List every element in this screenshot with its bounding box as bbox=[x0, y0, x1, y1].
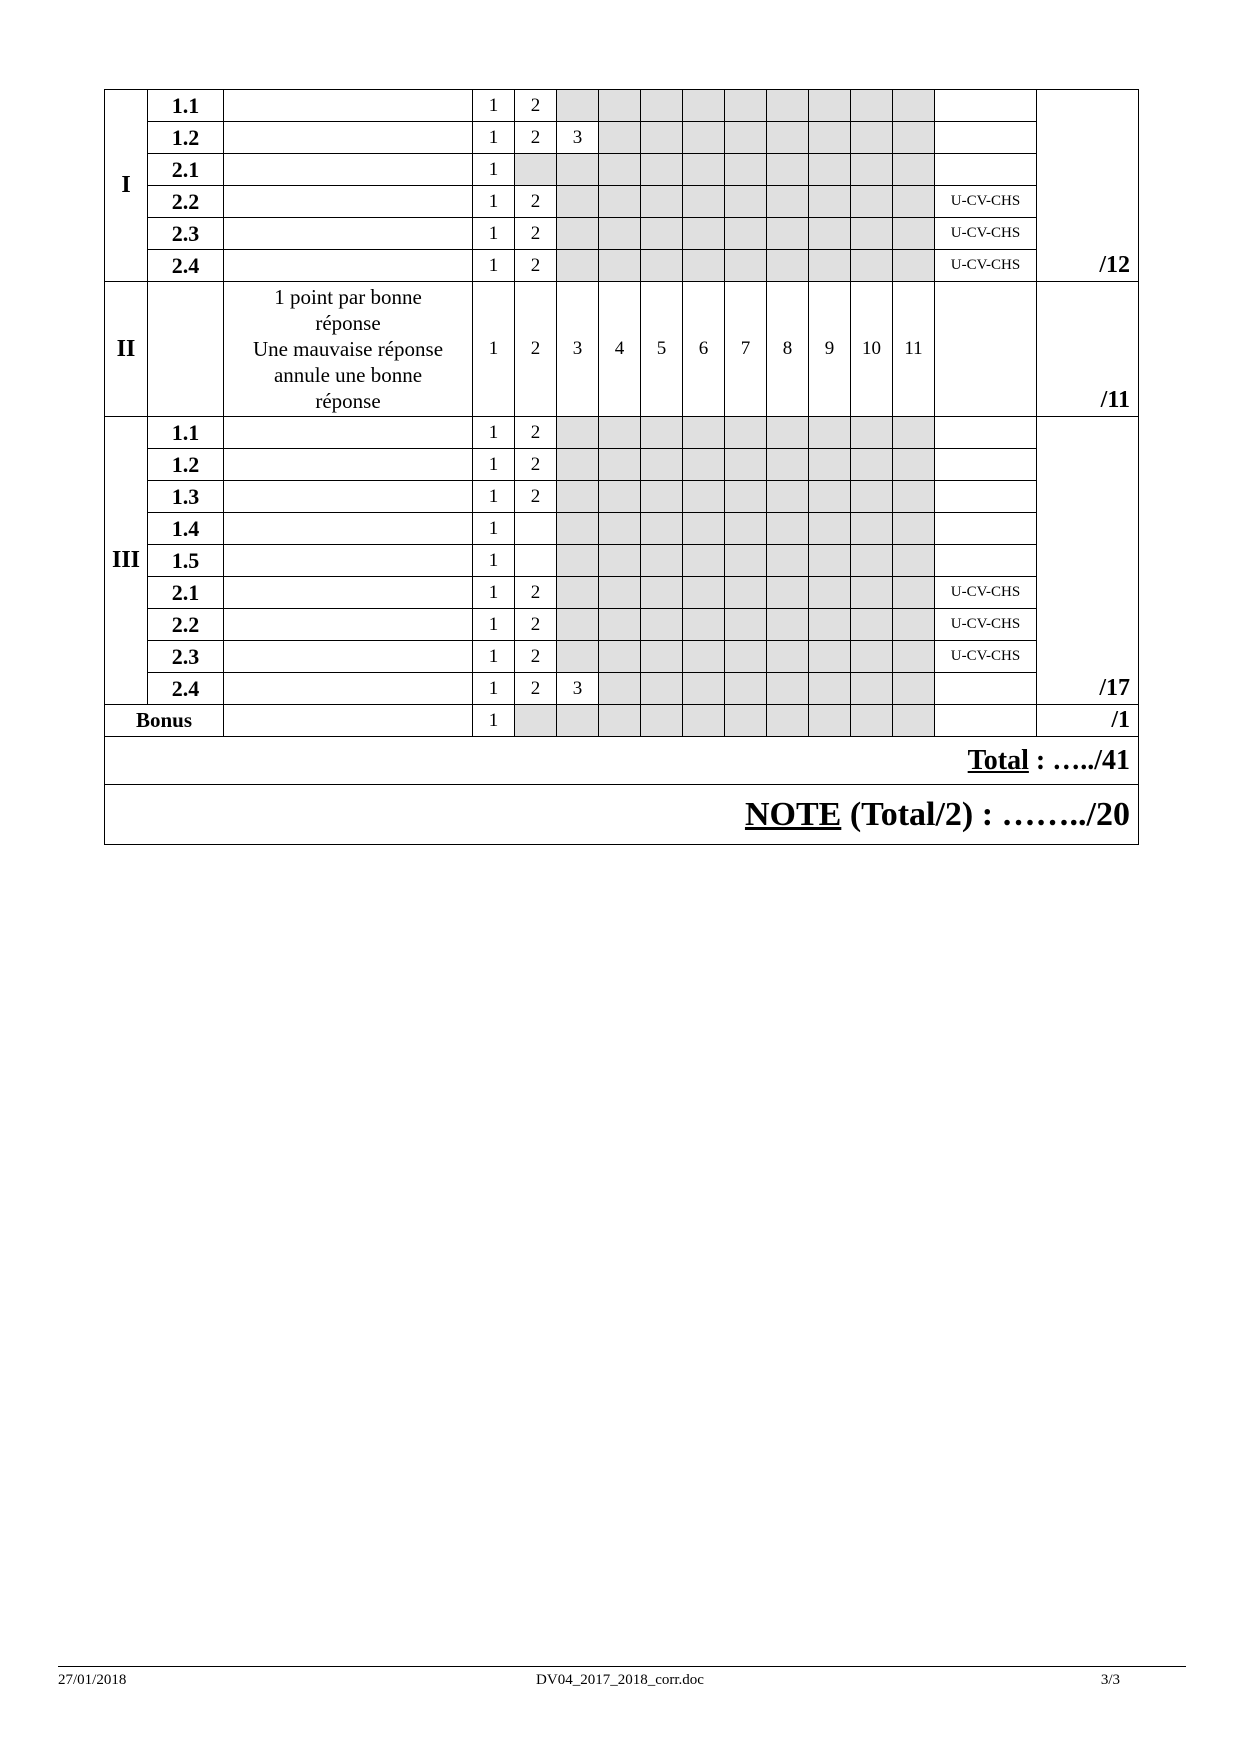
shaded-cell bbox=[809, 577, 851, 609]
question-number: 2.2 bbox=[148, 186, 224, 218]
table-row bbox=[105, 481, 1139, 513]
question-number: 1.2 bbox=[148, 449, 224, 481]
shaded-cell bbox=[725, 641, 767, 673]
shaded-cell bbox=[893, 545, 935, 577]
shaded-cell bbox=[809, 641, 851, 673]
shaded-cell bbox=[809, 673, 851, 705]
scoring-note-line: 1 point par bonne bbox=[274, 285, 422, 309]
shaded-cell bbox=[641, 641, 683, 673]
point-cell: 1 bbox=[473, 609, 515, 641]
shaded-cell bbox=[767, 641, 809, 673]
shaded-cell bbox=[683, 122, 725, 154]
footer-divider bbox=[58, 1666, 1186, 1667]
shaded-cell bbox=[767, 90, 809, 122]
point-cell: 2 bbox=[515, 481, 557, 513]
code-cell: U-CV-CHS bbox=[935, 186, 1037, 218]
shaded-cell bbox=[557, 218, 599, 250]
shaded-cell bbox=[599, 417, 641, 449]
shaded-cell bbox=[599, 186, 641, 218]
shaded-cell bbox=[683, 449, 725, 481]
shaded-cell bbox=[725, 609, 767, 641]
point-cell: 2 bbox=[515, 609, 557, 641]
shaded-cell bbox=[851, 577, 893, 609]
point-cell: 2 bbox=[515, 417, 557, 449]
point-cell: 10 bbox=[851, 282, 893, 417]
shaded-cell bbox=[893, 641, 935, 673]
point-cell: 2 bbox=[515, 186, 557, 218]
shaded-cell bbox=[683, 218, 725, 250]
table-row bbox=[105, 673, 1139, 705]
point-cell: 11 bbox=[893, 282, 935, 417]
shaded-cell bbox=[599, 122, 641, 154]
shaded-cell bbox=[725, 545, 767, 577]
table-row bbox=[105, 90, 1139, 122]
point-cell: 5 bbox=[641, 282, 683, 417]
note-cell bbox=[224, 122, 473, 154]
shaded-cell bbox=[557, 90, 599, 122]
note-cell bbox=[224, 90, 473, 122]
code-cell: U-CV-CHS bbox=[935, 609, 1037, 641]
question-number: 2.4 bbox=[148, 673, 224, 705]
code-cell: U-CV-CHS bbox=[935, 218, 1037, 250]
code-cell bbox=[935, 449, 1037, 481]
point-cell: 8 bbox=[767, 282, 809, 417]
grading-table bbox=[104, 89, 1139, 845]
code-cell bbox=[935, 417, 1037, 449]
point-cell: 1 bbox=[473, 545, 515, 577]
part-label: I bbox=[105, 90, 148, 282]
note-cell bbox=[224, 513, 473, 545]
point-cell: 7 bbox=[725, 282, 767, 417]
note-cell bbox=[224, 154, 473, 186]
shaded-cell bbox=[725, 673, 767, 705]
question-number: 1.2 bbox=[148, 122, 224, 154]
point-cell: 1 bbox=[473, 513, 515, 545]
note-cell bbox=[224, 481, 473, 513]
shaded-cell bbox=[725, 90, 767, 122]
footer-page-number: 3/3 bbox=[1100, 1672, 1120, 1688]
shaded-cell bbox=[557, 481, 599, 513]
bonus-score: /1 bbox=[1037, 705, 1139, 737]
point-cell: 1 bbox=[473, 250, 515, 282]
shaded-cell bbox=[641, 705, 683, 737]
table-row bbox=[105, 122, 1139, 154]
shaded-cell bbox=[893, 218, 935, 250]
shaded-cell bbox=[893, 449, 935, 481]
shaded-cell bbox=[893, 186, 935, 218]
point-cell: 3 bbox=[557, 282, 599, 417]
shaded-cell bbox=[557, 641, 599, 673]
shaded-cell bbox=[683, 481, 725, 513]
part-score: /12 bbox=[1037, 90, 1139, 282]
question-number: 2.2 bbox=[148, 609, 224, 641]
point-cell bbox=[515, 513, 557, 545]
shaded-cell bbox=[641, 154, 683, 186]
shaded-cell bbox=[599, 545, 641, 577]
shaded-cell bbox=[767, 449, 809, 481]
scoring-note-line: réponse bbox=[315, 311, 381, 335]
shaded-cell bbox=[557, 705, 599, 737]
shaded-cell bbox=[641, 90, 683, 122]
shaded-cell bbox=[683, 641, 725, 673]
shaded-cell bbox=[851, 449, 893, 481]
code-cell bbox=[935, 481, 1037, 513]
point-cell: 1 bbox=[473, 449, 515, 481]
table-row bbox=[105, 154, 1139, 186]
shaded-cell bbox=[809, 609, 851, 641]
question-number: 1.5 bbox=[148, 545, 224, 577]
point-cell: 2 bbox=[515, 577, 557, 609]
shaded-cell bbox=[599, 90, 641, 122]
table-row bbox=[105, 282, 1139, 417]
table-row bbox=[105, 186, 1139, 218]
shaded-cell bbox=[725, 705, 767, 737]
shaded-cell bbox=[641, 545, 683, 577]
code-cell bbox=[935, 673, 1037, 705]
shaded-cell bbox=[557, 609, 599, 641]
point-cell bbox=[515, 545, 557, 577]
shaded-cell bbox=[683, 417, 725, 449]
shaded-cell bbox=[557, 154, 599, 186]
part-label: III bbox=[105, 417, 148, 705]
shaded-cell bbox=[725, 186, 767, 218]
shaded-cell bbox=[767, 545, 809, 577]
bonus-label: Bonus bbox=[105, 705, 224, 737]
note-cell bbox=[224, 641, 473, 673]
note-cell bbox=[224, 609, 473, 641]
shaded-cell bbox=[557, 545, 599, 577]
table-row bbox=[105, 513, 1139, 545]
shaded-cell bbox=[767, 218, 809, 250]
code-cell: U-CV-CHS bbox=[935, 250, 1037, 282]
note-cell bbox=[224, 417, 473, 449]
code-cell bbox=[935, 154, 1037, 186]
shaded-cell bbox=[725, 513, 767, 545]
shaded-cell bbox=[767, 122, 809, 154]
question-number: 1.3 bbox=[148, 481, 224, 513]
code-cell bbox=[935, 90, 1037, 122]
question-number: 1.1 bbox=[148, 90, 224, 122]
shaded-cell bbox=[893, 481, 935, 513]
note-cell bbox=[224, 705, 473, 737]
point-cell: 1 bbox=[473, 186, 515, 218]
footer-filename: DV04_2017_2018_corr.doc bbox=[536, 1672, 704, 1688]
note-row bbox=[105, 785, 1139, 845]
shaded-cell bbox=[809, 481, 851, 513]
point-cell: 4 bbox=[599, 282, 641, 417]
shaded-cell bbox=[683, 545, 725, 577]
shaded-cell bbox=[725, 250, 767, 282]
shaded-cell bbox=[557, 513, 599, 545]
scoring-note-line: Une mauvaise réponse bbox=[252, 337, 444, 361]
code-cell: U-CV-CHS bbox=[935, 641, 1037, 673]
shaded-cell bbox=[725, 577, 767, 609]
shaded-cell bbox=[893, 609, 935, 641]
shaded-cell bbox=[767, 609, 809, 641]
code-cell bbox=[935, 705, 1037, 737]
shaded-cell bbox=[851, 154, 893, 186]
note-value: (Total/2) : ……../20 bbox=[841, 795, 1130, 833]
shaded-cell bbox=[683, 250, 725, 282]
note-label: NOTE bbox=[744, 795, 842, 833]
shaded-cell bbox=[641, 417, 683, 449]
table-row bbox=[105, 545, 1139, 577]
table-row bbox=[105, 417, 1139, 449]
point-cell: 2 bbox=[515, 90, 557, 122]
shaded-cell bbox=[599, 218, 641, 250]
question-number: 2.4 bbox=[148, 250, 224, 282]
shaded-cell bbox=[851, 417, 893, 449]
shaded-cell bbox=[725, 154, 767, 186]
point-cell: 2 bbox=[515, 282, 557, 417]
point-cell: 1 bbox=[473, 90, 515, 122]
question-number: 2.1 bbox=[148, 154, 224, 186]
shaded-cell bbox=[893, 90, 935, 122]
shaded-cell bbox=[851, 545, 893, 577]
shaded-cell bbox=[641, 449, 683, 481]
point-cell: 2 bbox=[515, 250, 557, 282]
point-cell: 1 bbox=[473, 122, 515, 154]
part-score: /11 bbox=[1037, 282, 1139, 417]
shaded-cell bbox=[641, 609, 683, 641]
shaded-cell bbox=[599, 577, 641, 609]
shaded-cell bbox=[767, 417, 809, 449]
shaded-cell bbox=[851, 641, 893, 673]
part-score: /17 bbox=[1037, 417, 1139, 705]
shaded-cell bbox=[683, 513, 725, 545]
shaded-cell bbox=[725, 481, 767, 513]
shaded-cell bbox=[641, 250, 683, 282]
shaded-cell bbox=[557, 449, 599, 481]
shaded-cell bbox=[683, 673, 725, 705]
shaded-cell bbox=[683, 154, 725, 186]
shaded-cell bbox=[767, 250, 809, 282]
shaded-cell bbox=[851, 218, 893, 250]
table-row bbox=[105, 705, 1139, 737]
shaded-cell bbox=[809, 186, 851, 218]
shaded-cell bbox=[809, 250, 851, 282]
shaded-cell bbox=[809, 218, 851, 250]
table-row bbox=[105, 449, 1139, 481]
shaded-cell bbox=[809, 90, 851, 122]
point-cell: 6 bbox=[683, 282, 725, 417]
code-cell bbox=[935, 282, 1037, 417]
point-cell: 2 bbox=[515, 673, 557, 705]
note-cell bbox=[224, 218, 473, 250]
point-cell: 1 bbox=[473, 641, 515, 673]
shaded-cell bbox=[893, 417, 935, 449]
shaded-cell bbox=[851, 122, 893, 154]
point-cell: 1 bbox=[473, 282, 515, 417]
shaded-cell bbox=[683, 90, 725, 122]
shaded-cell bbox=[893, 705, 935, 737]
table-row bbox=[105, 250, 1139, 282]
shaded-cell bbox=[851, 90, 893, 122]
shaded-cell bbox=[809, 545, 851, 577]
shaded-cell bbox=[893, 673, 935, 705]
total-label: Total bbox=[967, 744, 1029, 776]
shaded-cell bbox=[683, 609, 725, 641]
note-cell bbox=[224, 250, 473, 282]
note-cell-final bbox=[105, 785, 1139, 845]
shaded-cell bbox=[599, 641, 641, 673]
shaded-cell bbox=[767, 577, 809, 609]
shaded-cell bbox=[809, 449, 851, 481]
shaded-cell bbox=[599, 481, 641, 513]
code-cell bbox=[935, 513, 1037, 545]
shaded-cell bbox=[893, 577, 935, 609]
shaded-cell bbox=[725, 417, 767, 449]
shaded-cell bbox=[851, 609, 893, 641]
total-row bbox=[105, 737, 1139, 785]
shaded-cell bbox=[683, 186, 725, 218]
question-number bbox=[148, 282, 224, 417]
code-cell bbox=[935, 122, 1037, 154]
point-cell: 9 bbox=[809, 282, 851, 417]
shaded-cell bbox=[557, 186, 599, 218]
shaded-cell bbox=[851, 513, 893, 545]
shaded-cell bbox=[599, 250, 641, 282]
shaded-cell bbox=[893, 122, 935, 154]
shaded-cell bbox=[767, 481, 809, 513]
shaded-cell bbox=[809, 513, 851, 545]
shaded-cell bbox=[767, 186, 809, 218]
shaded-cell bbox=[641, 122, 683, 154]
footer-date: 27/01/2018 bbox=[58, 1672, 127, 1688]
shaded-cell bbox=[599, 673, 641, 705]
shaded-cell bbox=[893, 154, 935, 186]
shaded-cell bbox=[557, 577, 599, 609]
shaded-cell bbox=[683, 705, 725, 737]
point-cell: 1 bbox=[473, 481, 515, 513]
question-number: 2.3 bbox=[148, 218, 224, 250]
shaded-cell bbox=[641, 513, 683, 545]
note-cell bbox=[224, 673, 473, 705]
question-number: 2.1 bbox=[148, 577, 224, 609]
total-cell bbox=[105, 737, 1139, 785]
part-label: II bbox=[105, 282, 148, 417]
shaded-cell bbox=[725, 218, 767, 250]
table-row bbox=[105, 609, 1139, 641]
point-cell: 1 bbox=[473, 673, 515, 705]
shaded-cell bbox=[557, 250, 599, 282]
shaded-cell bbox=[767, 705, 809, 737]
point-cell: 2 bbox=[515, 122, 557, 154]
shaded-cell bbox=[641, 577, 683, 609]
shaded-cell bbox=[851, 705, 893, 737]
table-row bbox=[105, 641, 1139, 673]
shaded-cell bbox=[641, 673, 683, 705]
point-cell: 2 bbox=[515, 641, 557, 673]
table-row bbox=[105, 218, 1139, 250]
shaded-cell bbox=[809, 154, 851, 186]
shaded-cell bbox=[515, 154, 557, 186]
question-number: 1.1 bbox=[148, 417, 224, 449]
total-value: : …../41 bbox=[1028, 744, 1130, 776]
shaded-cell bbox=[851, 481, 893, 513]
point-cell: 3 bbox=[557, 673, 599, 705]
shaded-cell bbox=[599, 449, 641, 481]
note-cell bbox=[224, 449, 473, 481]
point-cell: 1 bbox=[473, 577, 515, 609]
shaded-cell bbox=[851, 186, 893, 218]
shaded-cell bbox=[599, 609, 641, 641]
shaded-cell bbox=[641, 481, 683, 513]
shaded-cell bbox=[809, 705, 851, 737]
shaded-cell bbox=[809, 122, 851, 154]
shaded-cell bbox=[725, 449, 767, 481]
code-cell bbox=[935, 545, 1037, 577]
shaded-cell bbox=[641, 186, 683, 218]
note-cell bbox=[224, 545, 473, 577]
shaded-cell bbox=[557, 417, 599, 449]
point-cell: 3 bbox=[557, 122, 599, 154]
shaded-cell bbox=[767, 513, 809, 545]
point-cell: 1 bbox=[473, 705, 515, 737]
scoring-note-line: réponse bbox=[315, 389, 381, 413]
point-cell: 2 bbox=[515, 218, 557, 250]
point-cell: 2 bbox=[515, 449, 557, 481]
shaded-cell bbox=[893, 513, 935, 545]
shaded-cell bbox=[683, 577, 725, 609]
shaded-cell bbox=[767, 154, 809, 186]
code-cell: U-CV-CHS bbox=[935, 577, 1037, 609]
shaded-cell bbox=[893, 250, 935, 282]
shaded-cell bbox=[809, 417, 851, 449]
point-cell: 1 bbox=[473, 218, 515, 250]
shaded-cell bbox=[767, 673, 809, 705]
scoring-note-line: annule une bonne bbox=[273, 363, 423, 387]
scoring-note bbox=[224, 282, 473, 417]
question-number: 2.3 bbox=[148, 641, 224, 673]
shaded-cell bbox=[599, 513, 641, 545]
shaded-cell bbox=[641, 218, 683, 250]
shaded-cell bbox=[599, 154, 641, 186]
point-cell: 1 bbox=[473, 417, 515, 449]
shaded-cell bbox=[599, 705, 641, 737]
point-cell: 1 bbox=[473, 154, 515, 186]
question-number: 1.4 bbox=[148, 513, 224, 545]
shaded-cell bbox=[725, 122, 767, 154]
shaded-cell bbox=[515, 705, 557, 737]
table-row bbox=[105, 577, 1139, 609]
note-cell bbox=[224, 186, 473, 218]
shaded-cell bbox=[851, 673, 893, 705]
note-cell bbox=[224, 577, 473, 609]
shaded-cell bbox=[851, 250, 893, 282]
